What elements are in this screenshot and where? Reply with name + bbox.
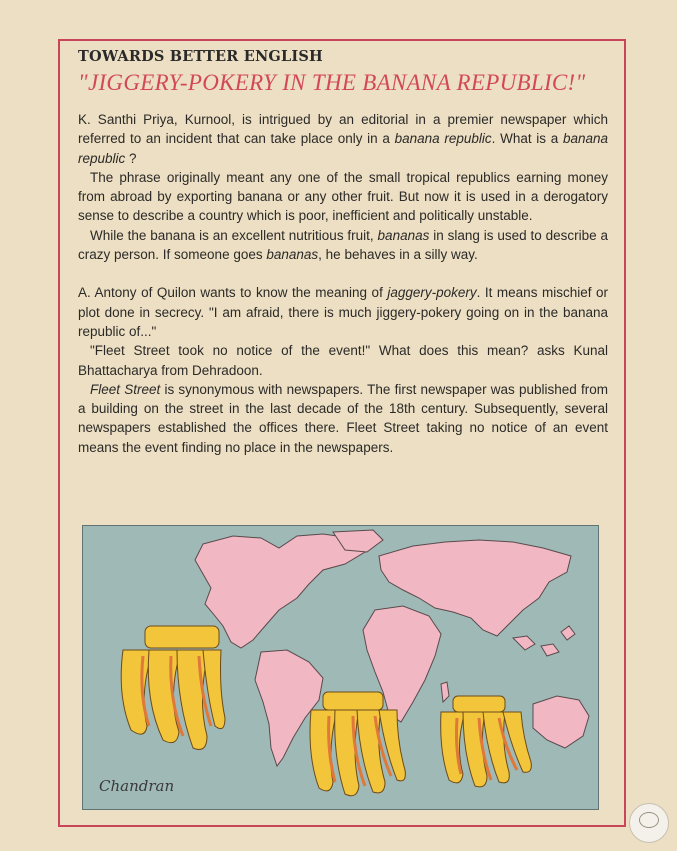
p3-text: in slang is used to describe a crazy person. If someone goes — [78, 227, 608, 263]
p4-text: A. Antony of Quilon wants to know the meaning of — [78, 285, 388, 301]
paragraph-5: "Fleet Street took no notice of the event!" What does this mean? asks Kunal Bhattacharya from Dehradoon. — [78, 343, 608, 378]
paragraph-1 — [78, 110, 608, 168]
p1-term: banana republic — [78, 131, 608, 166]
p6-term: Fleet Street — [90, 381, 161, 397]
p3-text: While the banana is an excellent nutritious fruit, — [90, 227, 378, 243]
p3-text: , he behaves in a silly way. — [318, 247, 478, 263]
paragraph-3 — [78, 226, 608, 265]
p3-term: bananas — [266, 247, 319, 263]
watermark-stamp — [629, 803, 669, 843]
map-drawing — [83, 526, 599, 810]
p6-text: is synonymous with newspapers. The first newspaper was published from a building on the street in the last decade of the 18th century. Subsequently, several newspapers established the offices there. Fleet Street taking no notice of an event means the event finding no place in the newspapers. — [78, 381, 609, 455]
banana-bunch-left — [121, 626, 225, 750]
paragraph-2: The phrase originally meant any one of the small tropical republics earning money from abroad by exporting banana or any other fruit. But now it is used in a derogatory sense to describe a country which is poor, inefficient and politically unstable. — [78, 169, 608, 224]
p1-text: ? — [125, 150, 137, 166]
p4-term: jaggery-pokery — [387, 285, 477, 301]
banana-bunch-right — [441, 696, 532, 787]
p3-term: bananas — [377, 227, 430, 243]
section-heading: TOWARDS BETTER ENGLISH — [78, 48, 323, 65]
article-body — [78, 110, 608, 457]
article-title: "JIGGERY-POKERY IN THE BANANA REPUBLIC!" — [78, 70, 586, 95]
land-north-america — [195, 534, 365, 648]
p1-term: banana republic — [394, 131, 492, 147]
land-islands — [513, 626, 575, 656]
stamp-icon — [639, 812, 659, 828]
land-madagascar — [441, 682, 449, 702]
artist-signature: Chandran — [99, 777, 175, 795]
world-map-illustration — [82, 525, 599, 810]
paragraph-6 — [78, 380, 608, 457]
p1-text: K. Santhi Priya, Kurnool, is intrigued by an editorial in a premier newspaper which referred to an incident that can take place only in a — [78, 112, 608, 147]
p4-text: . It means mischief or plot done in secrecy. "I am afraid, there is much jiggery-pokery going on in the banana republic of..." — [78, 285, 608, 339]
land-australia — [533, 696, 589, 748]
paragraph-4 — [78, 283, 608, 341]
p1-text: . What is a — [491, 131, 563, 147]
